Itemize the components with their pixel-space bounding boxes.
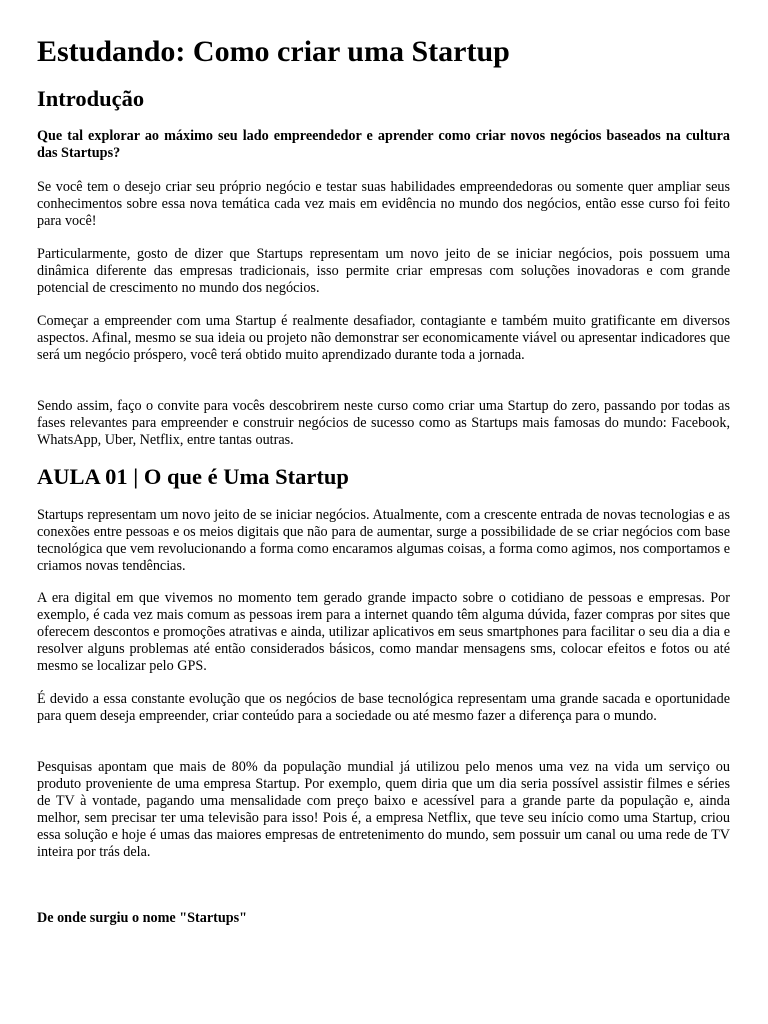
subheading-origem-nome: De onde surgiu o nome "Startups" <box>37 910 248 926</box>
aula-paragraph: A era digital em que vivemos no momento tem gerado grande impacto sobre o cotidiano de pessoas e empresas. Por exemplo, é cada vez mais comum as pessoas irem para a internet quando têm alguma dúvida, fazer compras por sites que oferecem descontos e promoções atrativas e ainda, utilizar aplicativos em seus smartphones para facilitar o seu dia a dia e resolver alguns problemas até então considerados básicos, como mandar mensagens sms, colocar efeitos e fotos ou até mesmo se localizar pelo GPS. <box>37 590 730 674</box>
intro-paragraph: Particularmente, gosto de dizer que Startups representam um novo jeito de se iniciar negócios, pois possuem uma dinâmica diferente das empresas tradicionais, isso permite criar empresas com soluções inovadoras e com grande potencial de crescimento no mundo dos negócios. <box>37 246 730 296</box>
aula-paragraph: Pesquisas apontam que mais de 80% da população mundial já utilizou pelo menos uma vez na vida um serviço ou produto proveniente de uma empresa Startup. Por exemplo, quem diria que um dia seria possível assistir filmes e séries de TV à vontade, pagando uma mensalidade com preço baixo e acessível para a grande parte da população e, ainda melhor, sem precisar ter uma televisão para isso! Pois é, a empresa Netflix, que teve seu início como uma Startup, criou essa solução e hoje é umas das maiores empresas de entretenimento do mundo, sem possuir um canal ou uma rede de TV inteira por trás dela. <box>37 759 730 860</box>
aula-paragraph: É devido a essa constante evolução que os negócios de base tecnológica representam uma grande sacada e oportunidade para quem deseja empreender, criar conteúdo para a sociedade ou até mesmo fazer a diferença para o mundo. <box>37 691 730 724</box>
aula-paragraph: Startups representam um novo jeito de se iniciar negócios. Atualmente, com a crescente entrada de novas tecnologias e as conexões entre pessoas e os meios digitais que não para de aumentar, surge a possibilidade de se criar negócios com base tecnológica que vem revolucionando a forma como encaramos algumas coisas, a forma como agimos, nos comportamos e criamos novas tendências. <box>37 507 730 574</box>
intro-lead-question: Que tal explorar ao máximo seu lado empreendedor e aprender como criar novos negócios baseados na cultura das Startups? <box>37 128 730 161</box>
intro-paragraph: Começar a empreender com uma Startup é realmente desafiador, contagiante e também muito gratificante em diversos aspectos. Afinal, mesmo se sua ideia ou projeto não demonstrar ser economicamente viável ou apresentar indicadores que será um negócio próspero, você terá obtido muito aprendizado durante toda a jornada. <box>37 313 730 363</box>
intro-paragraph: Se você tem o desejo criar seu próprio negócio e testar suas habilidades empreendedoras ou somente quer ampliar seus conhecimentos sobre essa nova temática cada vez mais em evidência no mundo dos negócios, então esse curso foi feito para você! <box>37 179 730 229</box>
section-heading-introducao: Introdução <box>37 86 145 111</box>
intro-paragraph: Sendo assim, faço o convite para vocês descobrirem neste curso como criar uma Startup do zero, passando por todas as fases relevantes para empreender e construir negócios de sucesso como as Startups mais famosas do mundo: Facebook, WhatsApp, Uber, Netflix, entre tantas outras. <box>37 398 730 448</box>
section-heading-aula-01: AULA 01 | O que é Uma Startup <box>37 464 349 489</box>
page-title: Estudando: Como criar uma Startup <box>37 35 510 68</box>
